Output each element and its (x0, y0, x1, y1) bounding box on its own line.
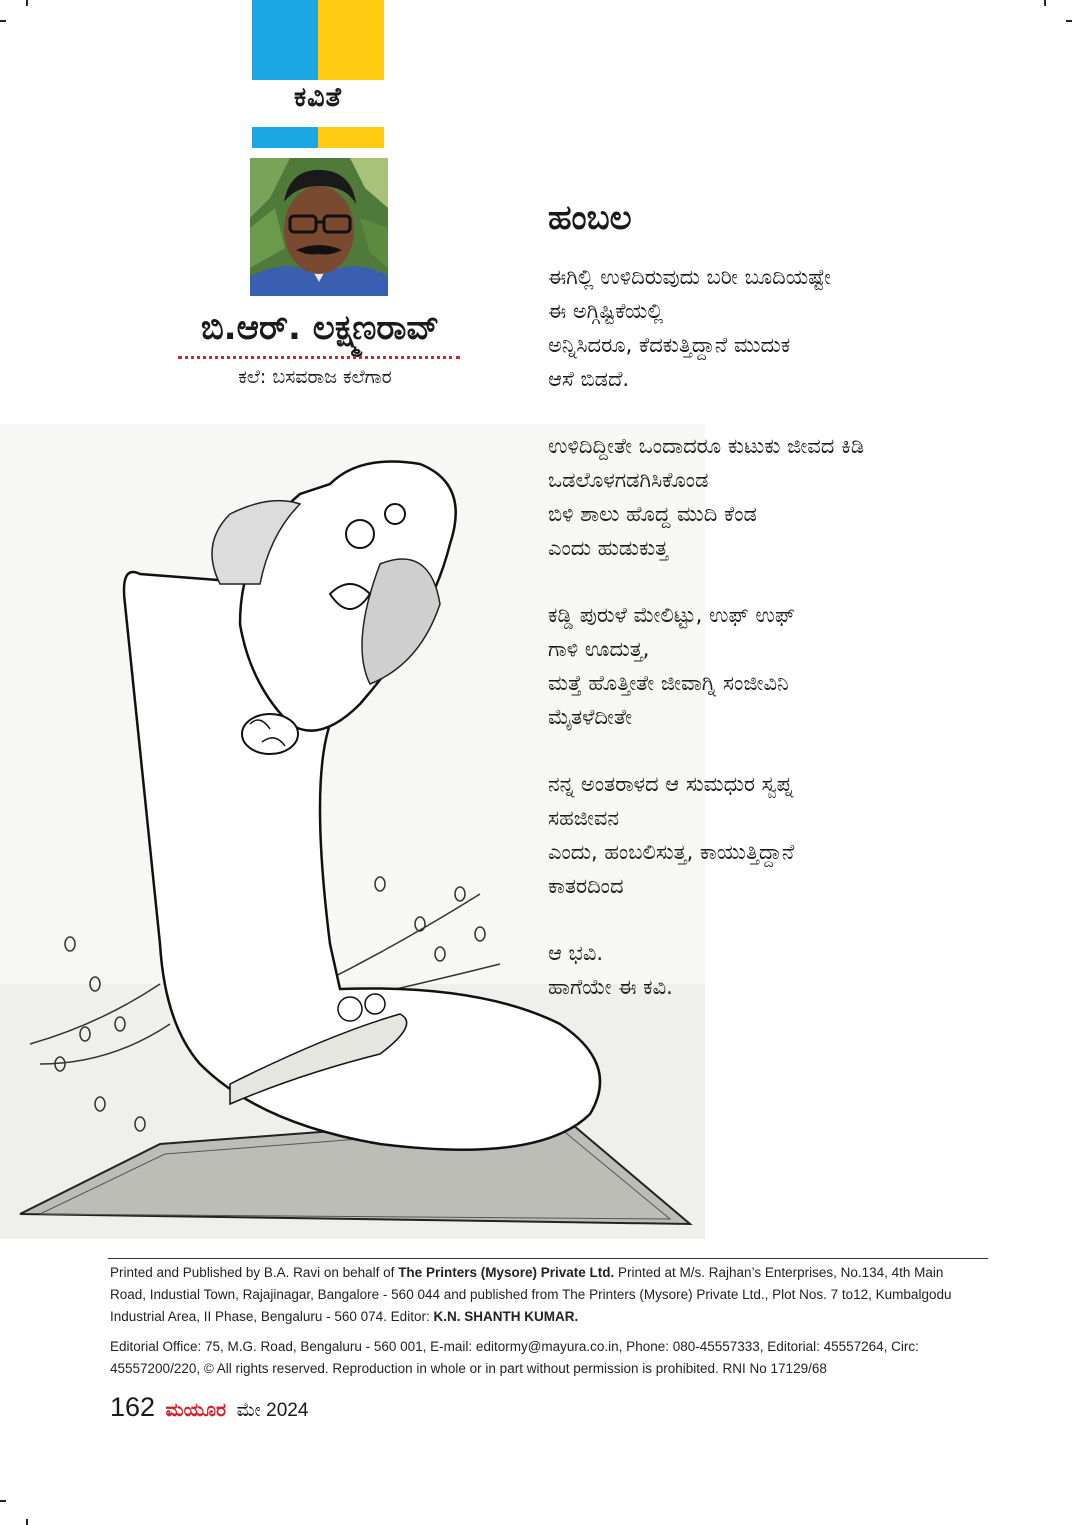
poem-line: ಉಳಿದಿದ್ದೀತೇ ಒಂದಾದರೂ ಕುಟುಕು ಜೀವದ ಕಿಡಿ (548, 434, 865, 458)
issue-date: ಮೇ 2024 (236, 1400, 309, 1421)
footer-divider (108, 1258, 988, 1259)
poem-line: ಈಗಿಲ್ಲಿ ಉಳಿದಿರುವುದು ಬರೀ ಬೂದಿಯಷ್ಟೇ (548, 265, 831, 289)
poem-line: ಆ ಭವಿ. (548, 941, 604, 965)
page-folio (110, 1392, 308, 1426)
poem-line: ಆಸೆ ಬಿಡದೆ. (548, 367, 630, 391)
poet-photo (250, 158, 388, 296)
tag-block-blue (252, 0, 318, 80)
poem-line: ಅನ್ನಿಸಿದರೂ, ಕೆದಕುತ್ತಿದ್ದಾನೆ ಮುದುಕ (548, 333, 791, 357)
imprint-part: Printed at M/s. Rajhan’s Enterprises, No.134, 4th Main Road, Industial Town, Rajajinagar, Bangalore - 560 044 and published from The Printers (Mysore) Private Ltd., Plot Nos. 7 to12, Kumbalgodu Industrial Area, II Phase, Bengaluru - 560 074. Editor: (110, 1265, 952, 1324)
crop-mark (0, 1500, 6, 1502)
artist-credit: ಕಲೆ: ಬಸವರಾಜ ಕಲೆಗಾರ (238, 366, 392, 388)
imprint-part: Printed and Published by B.A. Ravi on behalf of (110, 1265, 399, 1280)
poem-line: ನನ್ನ ಅಂತರಾಳದ ಆ ಸುಮಧುರ ಸ್ವಪ್ನ (548, 772, 793, 796)
poet-portrait-image (250, 158, 388, 296)
poem-line: ಈ ಅಗ್ಗಿಷ್ಟಿಕೆಯಲ್ಲಿ (548, 299, 664, 323)
poem-line: ಗಾಳಿ ಊದುತ್ತ, (548, 637, 650, 661)
imprint-text (110, 1262, 980, 1328)
poem-body (548, 260, 1048, 1037)
poem-line: ಹಾಗೆಯೇ ಈ ಕವಿ. (548, 975, 673, 999)
poem-stanza (548, 598, 1048, 734)
section-label: ಕವಿತೆ (294, 82, 342, 113)
poem-stanza (548, 936, 1048, 1004)
tag-block-yellow (318, 0, 384, 80)
page-number: 162 (110, 1392, 156, 1422)
name-underline (178, 356, 460, 359)
poet-name: ಬಿ.ಆರ್. ಲಕ್ಷ್ಮಣರಾವ್ (200, 308, 440, 348)
poem-stanza (548, 260, 1048, 396)
poem-line: ಎಂದು, ಹಂಬಲಿಸುತ್ತ, ಕಾಯುತ್ತಿದ್ದಾನೆ (548, 840, 795, 864)
crop-mark (26, 1519, 28, 1525)
poem-line: ಮೈತಳೆದೀತೇ (548, 705, 632, 729)
section-tag (252, 0, 384, 150)
tag-bar-yellow (318, 127, 384, 148)
crop-mark (26, 0, 28, 6)
magazine-logo: ಮಯೂರ (165, 1400, 227, 1421)
poem-line: ಮತ್ತೆ ಹೊತ್ತೀತೇ ಜೀವಾಗ್ನಿ ಸಂಜೀವಿನಿ (548, 671, 789, 695)
poem-line: ಎಂದು ಹುಡುಕುತ್ತ (548, 536, 669, 560)
poem-line: ಸಹಜೀವನ (548, 806, 620, 830)
crop-mark (1066, 20, 1072, 22)
editorial-office-text: Editorial Office: 75, M.G. Road, Bengaluru - 560 001, E-mail: editormy@mayura.co.in, Phone: 080-45557333, Editorial: 45557264, Circ: 45557200/220, © All rights reserved. Reproduction in whole or in part without permission is prohibited. RNI No 17129/68 (110, 1339, 919, 1376)
poem-line: ಬಿಳಿ ಶಾಲು ಹೊದ್ದ ಮುದಿ ಕೆಂಡ (548, 502, 757, 526)
tag-bar-blue (252, 127, 318, 148)
crop-mark (1044, 0, 1046, 6)
poem-title: ಹಂಬಲ (548, 198, 632, 238)
imprint-company: The Printers (Mysore) Private Ltd. (398, 1265, 615, 1280)
poem-line: ಒಡಲೊಳಗಡಗಿಸಿಕೊಂಡ (548, 468, 709, 492)
poem-line: ಕಾತರದಿಂದ (548, 874, 624, 898)
imprint-editor: K.N. SHANTH KUMAR. (433, 1309, 579, 1324)
poem-line: ಕಡ್ಡಿ ಪುರುಳೆ ಮೇಲಿಟ್ಟು, ಉಫ್ ಉಫ್ (548, 603, 796, 627)
crop-mark (0, 20, 6, 22)
poem-stanza (548, 429, 1048, 565)
poem-stanza (548, 767, 1048, 903)
